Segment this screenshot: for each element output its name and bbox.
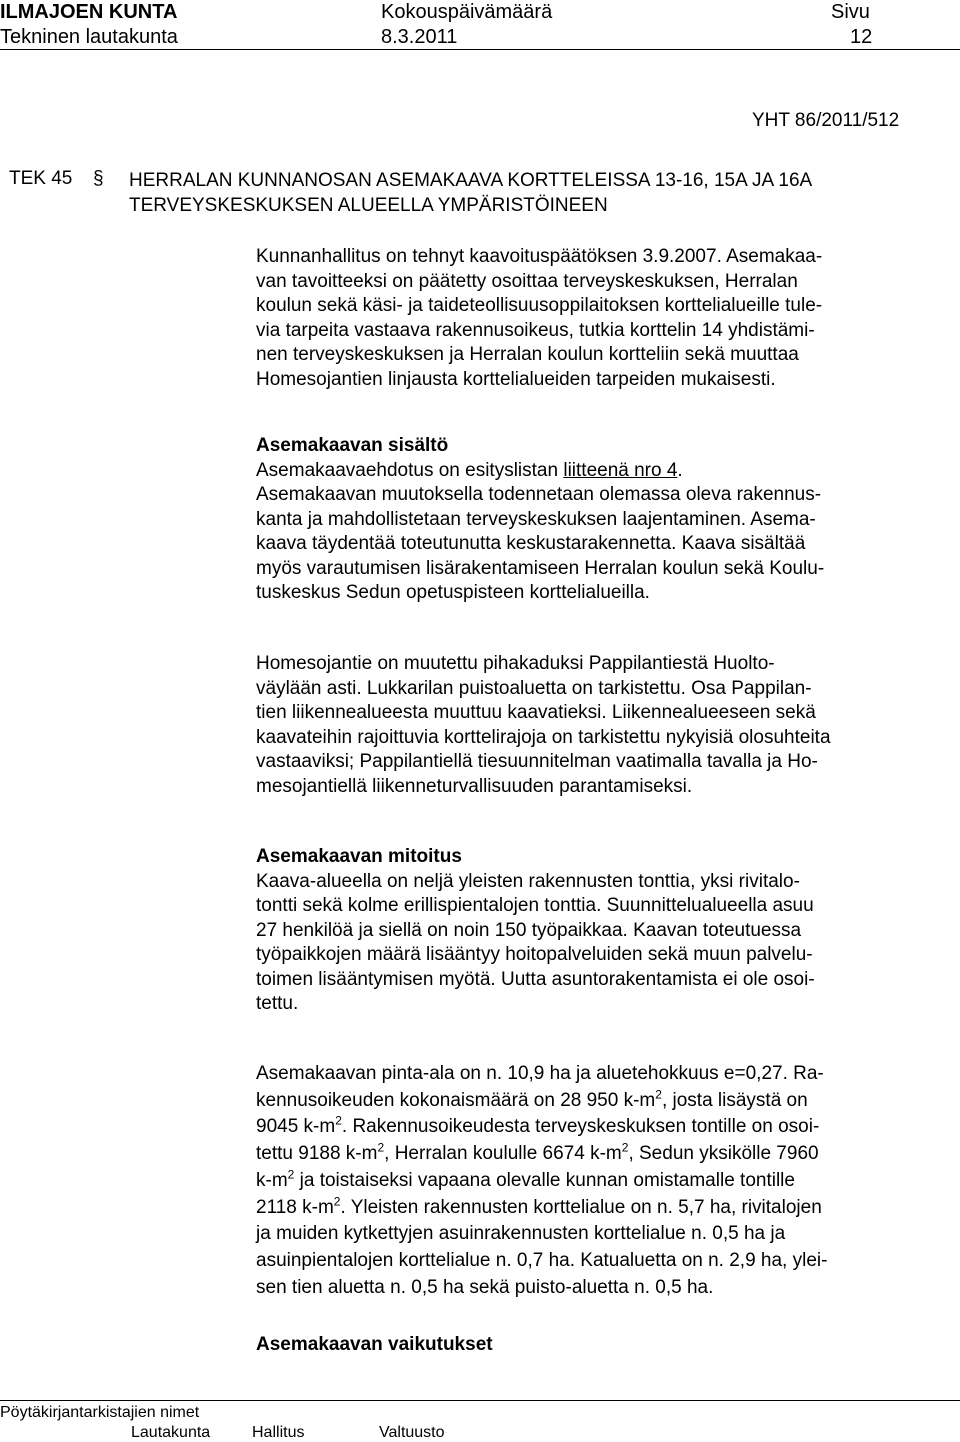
text-line: 2118 $k-m^2$. Yleisten rakennusten korttelialue on n. 5,7 ha, rivitalojen — [256, 1194, 822, 1218]
section-sign: § — [93, 168, 104, 189]
text-line: 9045 $k-m^2$. Rakennusoikeudesta terveyskeskuksen tontille on osoi- — [256, 1114, 820, 1138]
footer-board-label: Hallitus — [252, 1424, 305, 1441]
text-line: ja muiden kytkettyjen asuinrakennusten korttelialue n. 0,5 ha ja — [256, 1223, 786, 1245]
text-line: asuinpientalojen korttelialue n. 0,7 ha. Katualuetta on n. 2,9 ha, ylei- — [256, 1249, 828, 1271]
reference-number: YHT 86/2011/512 — [752, 110, 900, 131]
header-divider — [0, 49, 960, 50]
meeting-date-label: Kokouspäivämäärä — [381, 1, 553, 23]
text-line: tettu 9188 $k-m^2$, Herralan koululle 6674 $k-m^2$, Sedun yksikölle 7960 — [256, 1140, 819, 1165]
intro-paragraph — [256, 245, 956, 392]
text-line: koulun sekä käsi- ja taideteollisuusoppilaitoksen korttelialueille tule- — [256, 295, 823, 316]
text-line: työpaikkojen määrä lisääntyy hoitopalveluiden sekä muun palvelu- — [256, 944, 813, 965]
text-line: tontti sekä kolme erillispientalojen tonttia. Suunnittelualueella asuu — [256, 895, 814, 916]
sizing-section — [256, 845, 956, 1017]
attachment-link[interactable]: liitteenä nro 4 — [563, 459, 678, 481]
meeting-date: 8.3.2011 — [381, 26, 458, 48]
page-label: Sivu — [831, 1, 870, 23]
text-line: mesojantiellä liikenneturvallisuuden parantamiseksi. — [256, 775, 693, 797]
text-line: Kunnanhallitus on tehnyt kaavoituspäätöksen 3.9.2007. Asemakaa- — [256, 246, 823, 267]
text-line: Asemakaavan pinta-ala on n. 10,9 ha ja aluetehokkuus e=0,27. Ra- — [256, 1063, 824, 1084]
text-line: väylään asti. Lukkarilan puistoaluetta on tarkistettu. Osa Pappilan- — [256, 677, 812, 699]
contents-section — [256, 434, 956, 606]
section-heading: Asemakaavan mitoitus — [256, 846, 462, 867]
text-line: kanta ja mahdollistetaan terveyskeskuksen laajentaminen. Asema- — [256, 508, 816, 530]
text-line: van tavoitteeksi on päätetty osoittaa terveyskeskuksen, Herralan — [256, 270, 798, 292]
organization-name: ILMAJOEN KUNTA — [0, 1, 178, 23]
text-line: kaava täydentää toteutunutta keskustarakennetta. Kaava sisältää — [256, 533, 806, 554]
section-heading: Asemakaavan sisältö — [256, 435, 449, 456]
footer-signatories-label: Pöytäkirjantarkistajien nimet — [0, 1404, 200, 1421]
footer-council-label: Valtuusto — [379, 1424, 445, 1441]
committee-name: Tekninen lautakunta — [0, 26, 178, 48]
text-line: $k-m^2$ ja toistaiseksi vapaana olevalle kunnan omistamalle tontille — [256, 1167, 795, 1191]
contents-paragraph-2 — [256, 652, 956, 799]
text-line: Kaava-alueella on neljä yleisten rakennusten tonttia, yksi rivitalo- — [256, 870, 800, 892]
section-number: TEK 45 — [9, 168, 73, 189]
text-line: nen terveyskeskuksen ja Herralan koulun kortteliin sekä muuttaa — [256, 344, 799, 365]
text-line: kaavateihin rajoittuvia korttelirajoja on tarkistettu nykyisiä olosuhteita — [256, 726, 831, 748]
text-line: toimen lisääntymisen myötä. Uutta asuntorakentamista ei ole osoi- — [256, 968, 815, 990]
text-line: myös varautumisen lisärakentamiseen Herralan koulun sekä Koulu- — [256, 557, 825, 579]
text-line: tuskeskus Sedun opetuspisteen korttelialueilla. — [256, 582, 650, 603]
text-line: tettu. — [256, 993, 299, 1014]
text-line: Homesojantie on muutettu pihakaduksi Pappilantiestä Huolto- — [256, 653, 775, 674]
section-heading: Asemakaavan vaikutukset — [256, 1334, 493, 1355]
text-line: 27 henkilöä ja siellä on noin 150 työpaikkaa. Kaavan toteutuessa — [256, 919, 802, 941]
text-line: sen tien aluetta n. 0,5 ha sekä puisto-aluetta n. 0,5 ha. — [256, 1276, 714, 1298]
footer-divider — [0, 1400, 960, 1401]
section-title: HERRALAN KUNNANOSAN ASEMAKAAVA KORTTELEISSA 13-16, 15A JA 16A TERVEYSKESKUKSEN ALUEELLA YMPÄRISTÖINEEN — [129, 170, 812, 216]
text-line: tien liikennealueesta muuttuu kaavatieksi. Liikennealueeseen sekä — [256, 702, 816, 723]
attachment-text: Asemakaavaehdotus on esityslistan — [256, 459, 564, 481]
attachment-line — [256, 459, 956, 484]
text-line: via tarpeita vastaava rakennusoikeus, tutkia korttelin 14 yhdistämi- — [256, 319, 815, 341]
text-line: Homesojantien linjausta korttelialueiden tarpeiden mukaisesti. — [256, 368, 776, 390]
text-line: Asemakaavan muutoksella todennetaan olemassa oleva rakennus- — [256, 484, 822, 505]
impacts-section — [256, 1333, 956, 1358]
page-number: 12 — [850, 26, 873, 48]
attachment-end: . — [677, 459, 683, 481]
text-line: kennusoikeuden kokonaismäärä on 28 950 $k-m^2$, josta lisäystä on — [256, 1087, 808, 1111]
text-line: vastaaviksi; Pappilantiellä tiesuunnitelman vaatimalla tavalla ja Ho- — [256, 751, 818, 772]
sizing-paragraph-2 — [256, 1061, 956, 1301]
footer-committee-label: Lautakunta — [131, 1424, 211, 1441]
